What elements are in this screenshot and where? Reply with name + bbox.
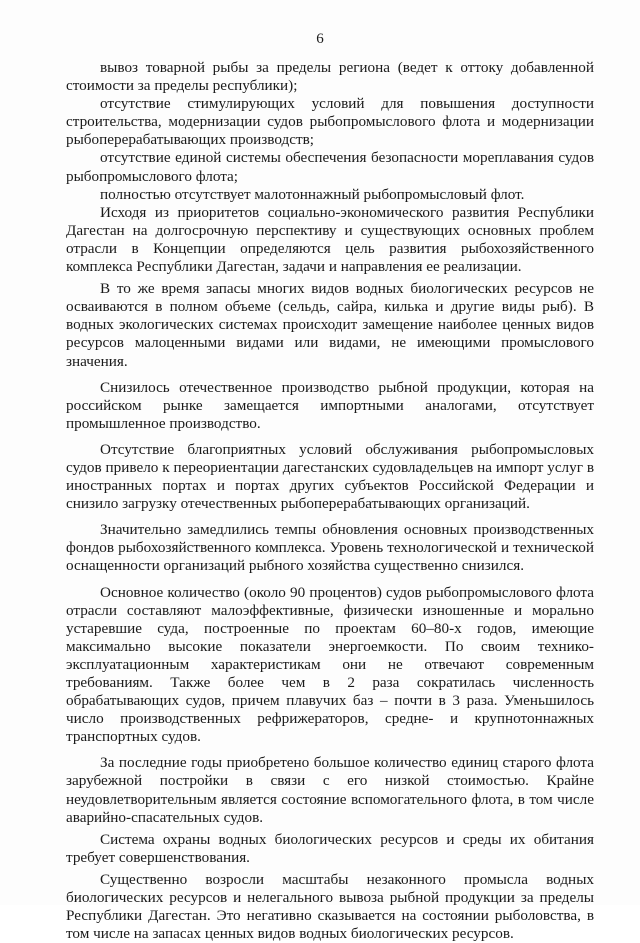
paragraph: Существенно возросли масштабы незаконного промысла водных биологических ресурсов и нелегального вывоза рыбной продукции за пределы Республики Дагестан. Это негативно сказывается на состоянии рыболовства, в том числе на запасах ценных видов водных биологических ресурсов. — [66, 870, 594, 943]
paragraph: За последние годы приобретено большое количество единиц старого флота зарубежной постройки в связи с его низкой стоимостью. Крайне неудовлетворительным является состояние вспомогательного флота, в том числе аварийно-спасательных судов. — [66, 754, 594, 826]
paragraph: Снизилось отечественное производство рыбной продукции, которая на российском рынке замещается импортными аналогами, отсутствует промышленное производство. — [66, 378, 594, 432]
paragraph: Значительно замедлились темпы обновления основных производственных фондов рыбохозяйственного комплекса. Уровень технологической и технической оснащенности организаций рыбного хозяйства существенно снизился. — [66, 521, 594, 575]
paragraph: отсутствие единой системы обеспечения безопасности мореплавания судов рыбопромыслового флота; — [66, 149, 594, 185]
paragraph: Основное количество (около 90 процентов) судов рыбопромыслового флота отрасли составляют малоэффективные, физически изношенные и морально устаревшие суда, построенные по проектам 60–80-х годов, имеющие максимально высокие показатели энергоемкости. По своим технико-эксплуатационным характеристикам они не отвечают современным требованиям. Также более чем в 2 раза сократилась численность обрабатывающих судов, причем плавучих баз – почти в 3 раза. Уменьшилось число производственных рефрижераторов, средне- и крупнотоннажных транспортных судов. — [66, 583, 594, 746]
paragraph: В то же время запасы многих видов водных биологических ресурсов не осваиваются в полном объеме (сельдь, сайра, килька и другие виды рыб). В водных экологических системах происходит замещение наиболее ценных видов ресурсов малоценными видами или видами, не имеющими промыслового значения. — [66, 280, 594, 370]
page-number: 6 — [316, 31, 324, 47]
paragraph: отсутствие стимулирующих условий для повышения доступности строительства, модернизации судов рыбопромыслового флота и модернизации рыбоперерабатывающих производств; — [66, 95, 594, 149]
document-body — [66, 59, 594, 943]
paragraph: вывоз товарной рыбы за пределы региона (ведет к оттоку добавленной стоимости за пределы республики); — [66, 59, 594, 95]
paragraph: Система охраны водных биологических ресурсов и среды их обитания требует совершенствования. — [66, 830, 594, 866]
paragraph: Исходя из приоритетов социально-экономического развития Республики Дагестан на долгосрочную перспективу и существующих основных проблем отрасли в Концепции определяются цель развития рыбохозяйственного комплекса Республики Дагестан, задачи и направления ее реализации. — [66, 203, 594, 276]
paragraph: Отсутствие благоприятных условий обслуживания рыбопромысловых судов привело к переориентации дагестанских судовладельцев на импорт услуг в иностранных портах и портах других субъектов Российской Федерации и снизило загрузку отечественных рыбоперерабатывающих организаций. — [66, 440, 594, 513]
paragraph: полностью отсутствует малотоннажный рыбопромысловый флот. — [100, 185, 525, 203]
